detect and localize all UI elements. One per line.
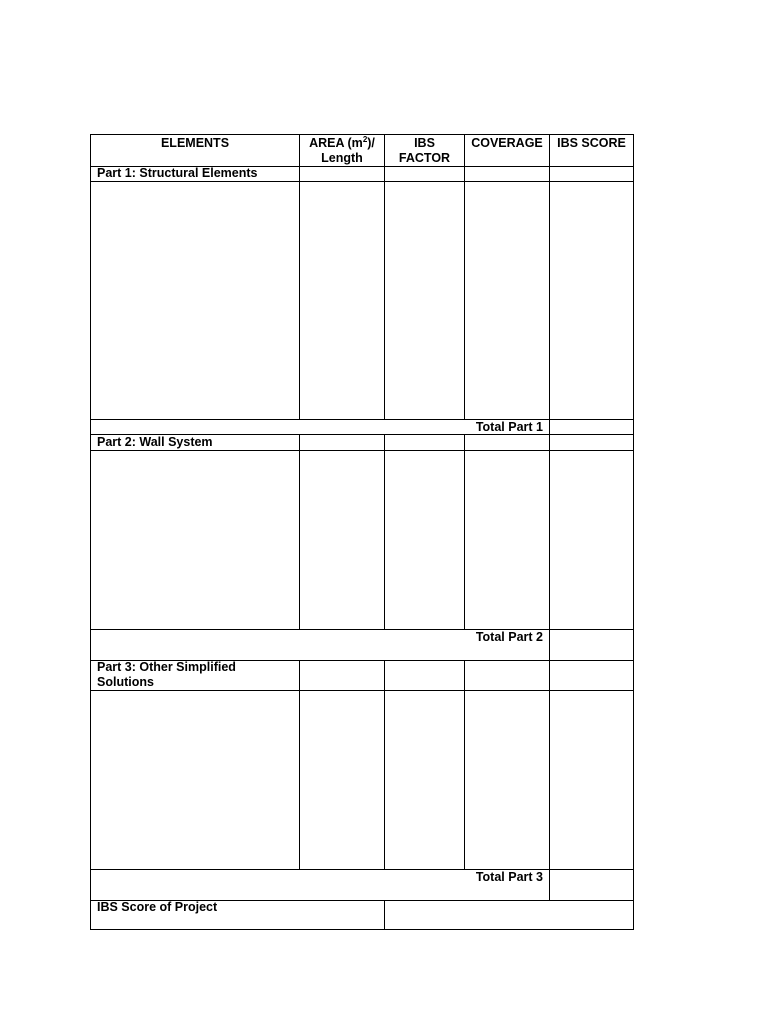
rule-part2-body-bottom [90, 629, 634, 630]
col-divider-3 [464, 134, 465, 420]
part2-total-label: Total Part 2 [475, 630, 543, 644]
part3-total-label: Total Part 3 [475, 870, 543, 884]
project-score-label: IBS Score of Project [97, 900, 218, 914]
header-ibs-factor-line2: FACTOR [398, 151, 451, 165]
part3-title-line2: Solutions [97, 675, 154, 689]
col-divider-2 [384, 434, 385, 630]
header-ibs-score: IBS SCORE [557, 136, 626, 150]
rule-right [633, 134, 634, 930]
rule-part2-title-bottom [90, 450, 634, 451]
col-divider-4 [549, 134, 550, 901]
rule-bottom [90, 929, 634, 930]
header-area-line2: Length [321, 151, 363, 165]
rule-part3-body-bottom [90, 869, 634, 870]
col-divider-2 [384, 134, 385, 420]
part3-title-line1: Part 3: Other Simplified [97, 660, 236, 674]
rule-left [90, 134, 91, 930]
header-elements: ELEMENTS [160, 136, 230, 150]
rule-part3-title-bottom [90, 690, 634, 691]
col-divider-2 [384, 900, 385, 930]
col-divider-1 [299, 434, 300, 630]
part1-total-label: Total Part 1 [475, 420, 543, 434]
header-coverage: COVERAGE [471, 136, 543, 150]
col-divider-3 [464, 660, 465, 870]
col-divider-3 [464, 434, 465, 630]
rule-part1-body-bottom [90, 419, 634, 420]
col-divider-1 [299, 660, 300, 870]
part2-title: Part 2: Wall System [97, 435, 213, 449]
col-divider-2 [384, 660, 385, 870]
part1-title: Part 1: Structural Elements [97, 166, 258, 180]
col-divider-1 [299, 134, 300, 420]
header-area: AREA $(m^2)/$ [309, 134, 375, 150]
rule-part1-title-bottom [90, 181, 634, 182]
header-ibs-factor-line1: IBS [414, 136, 435, 150]
